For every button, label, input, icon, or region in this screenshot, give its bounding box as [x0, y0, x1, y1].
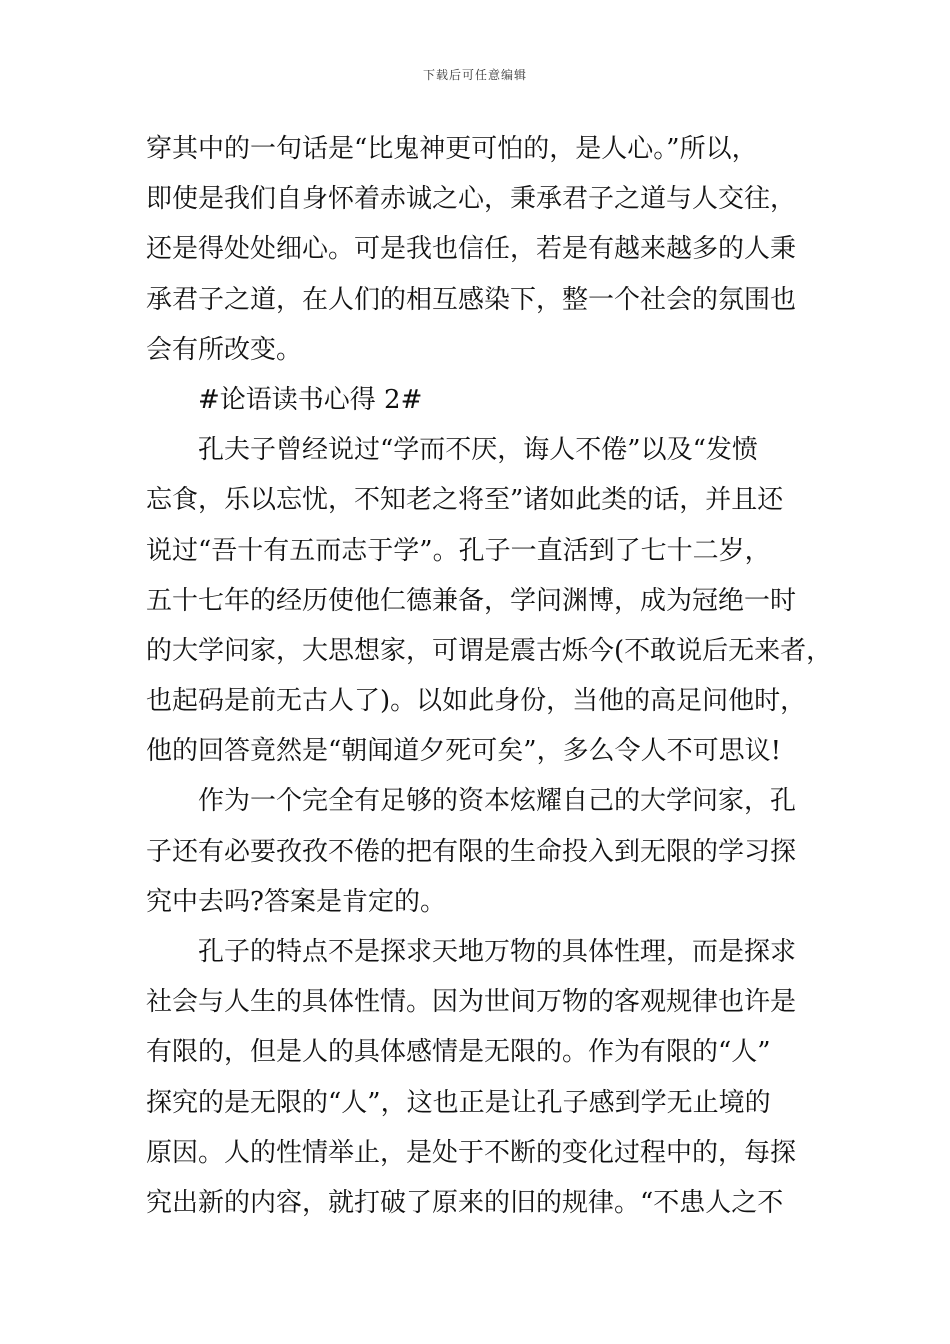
text-line: 承君子之道，在人们的相互感染下，整一个社会的氛围也 [146, 284, 797, 315]
text-line: 原因。人的性情举止，是处于不断的变化过程中的，每探 [146, 1137, 797, 1168]
page-header: 下载后可任意编辑 [422, 68, 527, 82]
text-line: 究出新的内容，就打破了原来的旧的规律。“不患人之不 [146, 1187, 784, 1218]
text-line: 即使是我们自身怀着赤诚之心，秉承君子之道与人交往， [146, 184, 797, 215]
text-line: 的大学问家，大思想家，可谓是震古烁今(不敢说后无来者， [146, 635, 833, 666]
document-body [146, 124, 833, 1228]
text-line: 也起码是前无古人了)。以如此身份，当他的高足问他时， [146, 686, 807, 717]
text-line: 孔夫子曾经说过“学而不厌，诲人不倦”以及“发愤 [198, 435, 758, 466]
text-line: 作为一个完全有足够的资本炫耀自己的大学问家，孔 [198, 786, 797, 817]
text-line: 五十七年的经历使他仁德兼备，学问渊博，成为冠绝一时 [146, 585, 797, 616]
text-line: 探究的是无限的“人”，这也正是让孔子感到学无止境的 [146, 1087, 771, 1118]
text-line: 他的回答竟然是“朝闻道夕死可矣”，多么令人不可思议! [146, 736, 782, 767]
text-line: 会有所改变。 [146, 334, 303, 365]
text-line: 孔子的特点不是探求天地万物的具体性理，而是探求 [198, 937, 797, 967]
text-line: 还是得处处细心。可是我也信任，若是有越来越多的人秉 [146, 234, 797, 265]
text-line: 社会与人生的具体性情。因为世间万物的客观规律也许是 [146, 987, 797, 1018]
text-line: 忘食，乐以忘忧，不知老之将至”诸如此类的话，并且还 [146, 485, 784, 516]
text-line: 说过“吾十有五而志于学”。孔子一直活到了七十二岁， [146, 535, 771, 566]
text-line: 有限的，但是人的具体感情是无限的。作为有限的“人” [146, 1037, 771, 1068]
text-line: 穿其中的一句话是“比鬼神更可怕的，是人心。”所以， [146, 134, 758, 164]
text-line: 究中去吗?答案是肯定的。 [146, 886, 446, 917]
section-heading: #论语读书心得 2# [198, 384, 423, 415]
text-line: 子还有必要孜孜不倦的把有限的生命投入到无限的学习探 [146, 836, 797, 867]
